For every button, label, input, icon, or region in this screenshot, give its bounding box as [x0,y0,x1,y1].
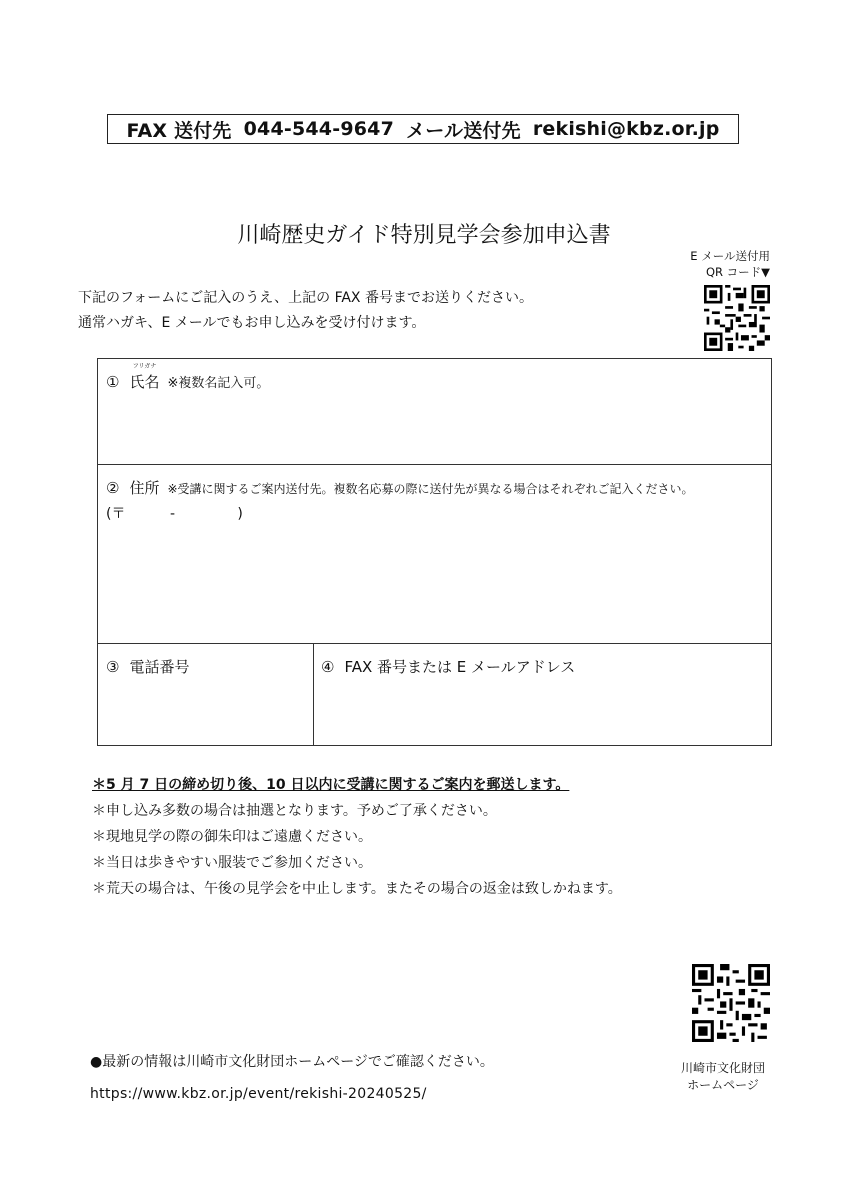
fax-email-number: ④ [321,658,335,676]
contact-row [98,644,771,745]
footer-info-text: ●最新の情報は川崎市文化財団ホームページでご確認ください。 [90,1054,494,1070]
intro-text [78,286,533,336]
intro-line-1: 下記のフォームにご記入のうえ、上記の FAX 番号までお送りください。 [78,290,533,306]
org-homepage-label: ホームページ [687,1078,759,1092]
fax-email-label [321,656,575,677]
phone-label [106,656,189,677]
name-note: ※複数名記入可。 [167,376,270,391]
note-item: ＊当日は歩きやすい服装でご参加ください。 [92,855,372,871]
org-name: 川崎市文化財団 [680,1061,765,1075]
fax-email-label-text: FAX 番号または E メールアドレス [344,658,576,676]
address-field[interactable] [98,465,771,644]
intro-line-2: 通常ハガキ、E メールでもお申し込みを受け付けます。 [78,315,426,331]
postal-code-line: (〒 - ) [106,506,243,522]
note-item: ＊荒天の場合は、午後の見学会を中止します。またその場合の返金は致しかねます。 [92,881,622,897]
fax-email-field[interactable] [313,644,771,745]
org-label [668,1060,778,1094]
name-number: ① [106,373,120,391]
name-label-ruby [129,363,160,392]
furigana-ruby: フリガナ [132,363,157,370]
phone-field[interactable] [98,644,314,745]
address-note: ※受講に関するご案内送付先。複数名応募の際に送付先が異なる場合はそれぞれご記入ください。 [167,482,694,496]
mail-label: メール送付先 [406,119,521,142]
application-form [97,358,772,746]
name-label [106,363,270,392]
page-title: 川崎歴史ガイド特別見学会参加申込書 [237,223,611,248]
note-item: ＊現地見学の際の御朱印はご遠慮ください。 [92,829,372,845]
phone-label-text: 電話番号 [129,658,190,676]
email-qr-label-line1: E メール送付用 [690,249,770,263]
address-number: ② [106,479,120,497]
email-qr-label [690,248,770,280]
mail-address: rekishi@kbz.or.jp [532,118,720,140]
homepage-qr-code[interactable] [692,964,770,1042]
notes-list [92,772,622,902]
event-url-link[interactable]: https://www.kbz.or.jp/event/rekishi-20240525/ [90,1086,427,1102]
fax-label: FAX 送付先 [126,119,232,142]
note-item: ＊申し込み多数の場合は抽選となります。予めご了承ください。 [92,803,497,819]
fax-mail-header [107,114,739,144]
name-label-text: 氏名 [129,373,160,391]
email-qr-code[interactable] [704,285,770,351]
phone-number: ③ [106,658,120,676]
address-label [106,477,694,498]
email-qr-label-line2: QR コード▼ [705,265,770,279]
note-item: ＊5 月 7 日の締め切り後、10 日以内に受講に関するご案内を郵送します。 [92,777,570,793]
name-field[interactable] [98,359,771,465]
footer-info [90,1046,494,1110]
fax-number: 044-544-9647 [243,118,394,140]
address-label-text: 住所 [129,479,160,497]
